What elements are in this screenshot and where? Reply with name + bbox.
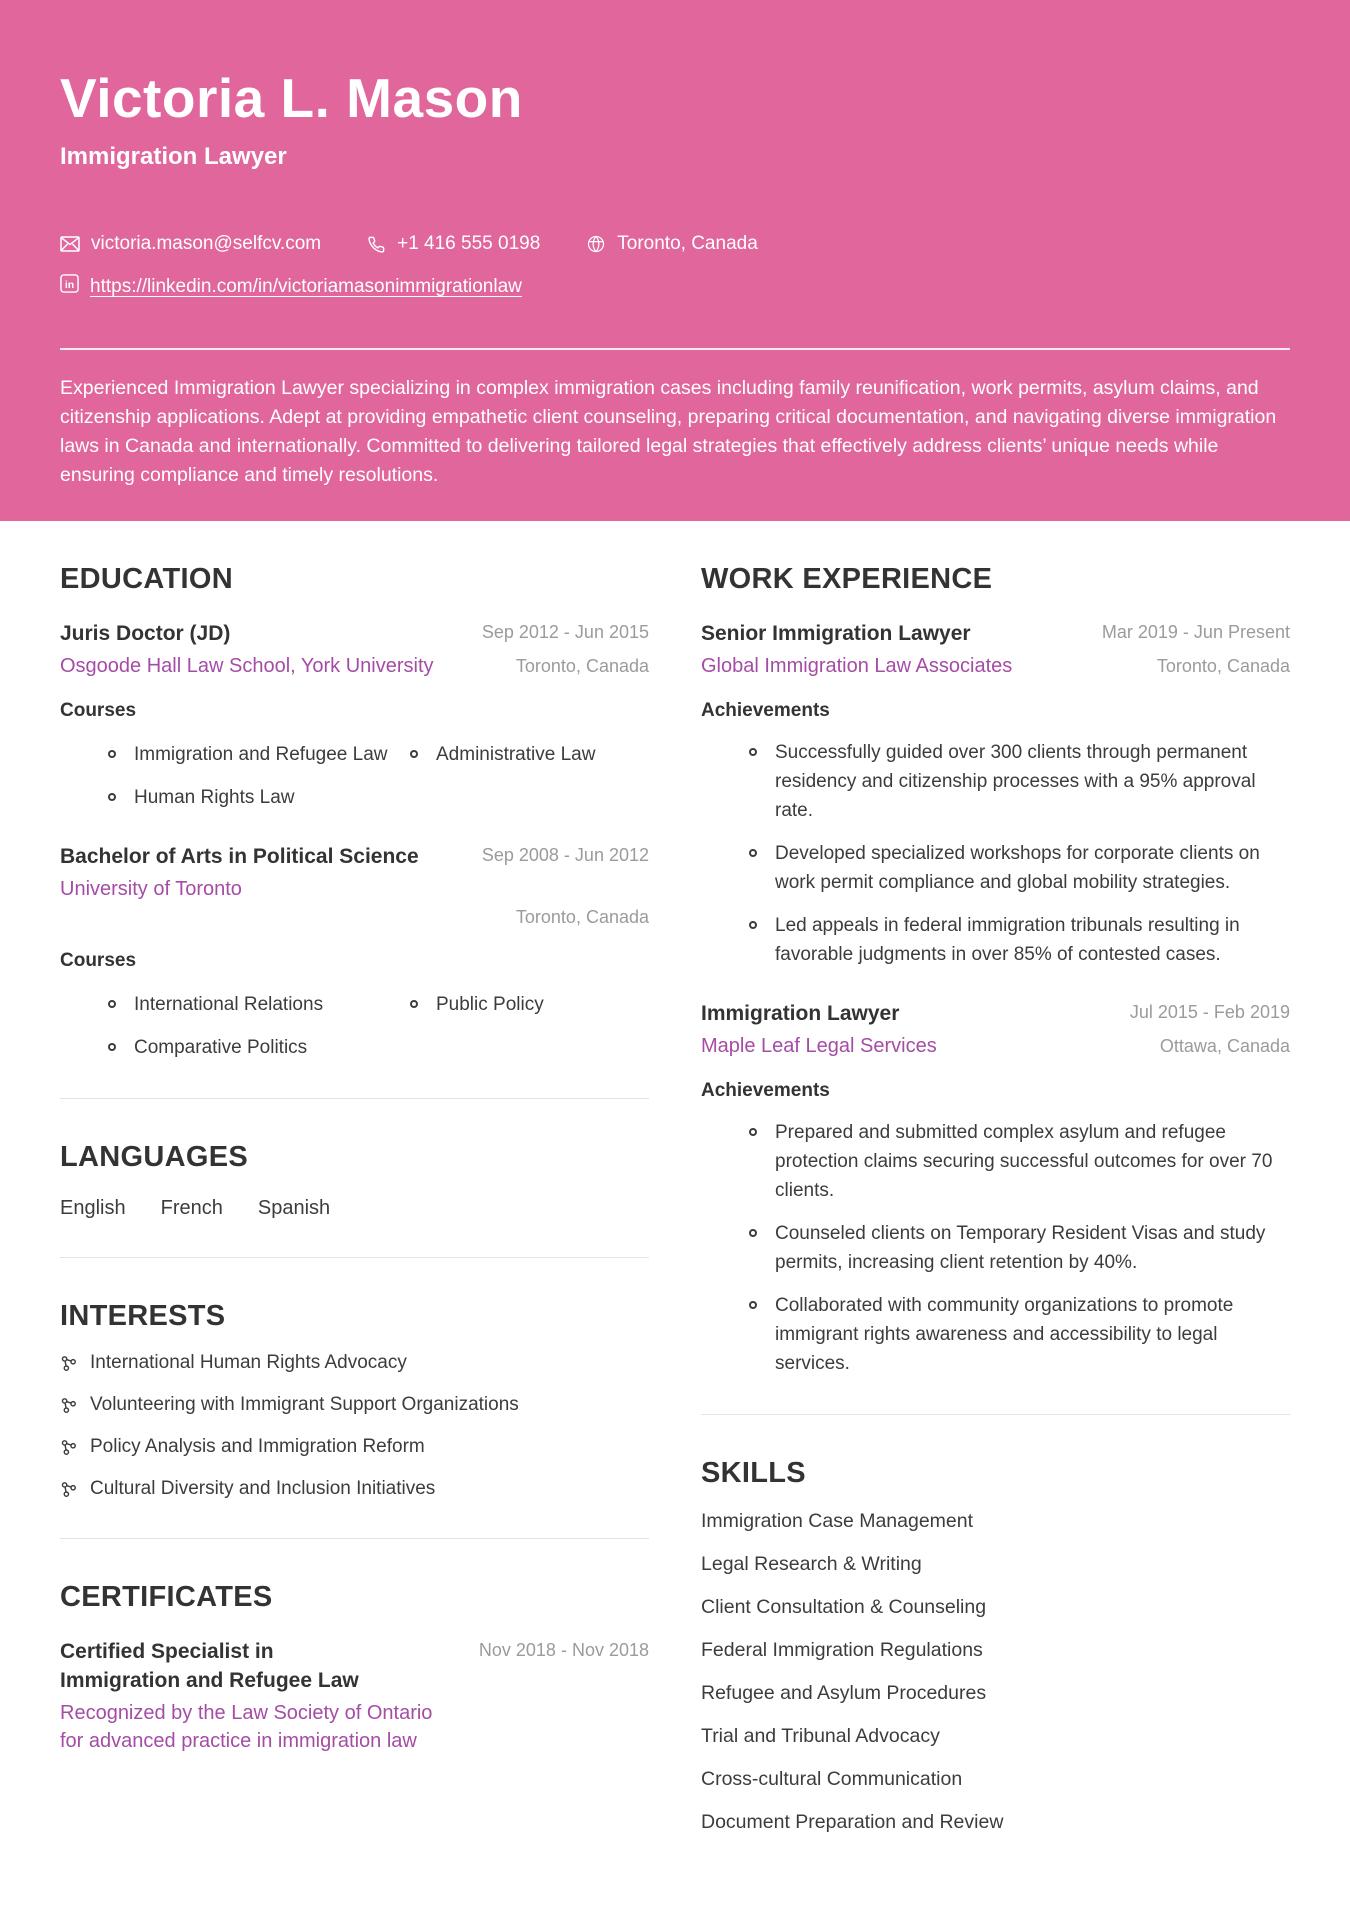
achievements-list (701, 1118, 1290, 1378)
certificate-description: Recognized by the Law Society of Ontario for advanced practice in immigration law (60, 1702, 433, 1752)
bullet-icon (108, 1043, 116, 1051)
degree-title: Juris Doctor (JD) (60, 622, 231, 645)
skill-item: Cross-cultural Communication (701, 1768, 963, 1790)
language-item: French (160, 1197, 223, 1219)
location-text: Toronto, Canada (617, 233, 758, 254)
contact-location (586, 232, 758, 256)
achievement-item (749, 1219, 1290, 1277)
job-entry (701, 619, 1290, 969)
work-experience-heading: WORK EXPERIENCE (701, 563, 993, 595)
skills-heading: SKILLS (701, 1457, 806, 1489)
company-name: Maple Leaf Legal Services (701, 1035, 937, 1057)
course-text: International Relations (134, 994, 324, 1015)
hero-header (0, 0, 1350, 521)
interest-item (60, 1350, 649, 1376)
job-title: Immigration Lawyer (701, 1002, 900, 1025)
bullet-icon (749, 748, 757, 756)
phone-text: +1 416 555 0198 (397, 233, 541, 254)
left-column (60, 521, 649, 1755)
education-heading: EDUCATION (60, 563, 233, 595)
linkedin-row (60, 274, 1290, 300)
education-location: Toronto, Canada (515, 656, 649, 676)
achievement-item (749, 1118, 1290, 1205)
job-title: Senior Immigration Lawyer (701, 622, 971, 645)
skill-item: Legal Research & Writing (701, 1553, 922, 1575)
linkedin-link[interactable]: https://linkedin.com/in/victoriamasonimmigrationlaw (90, 276, 522, 297)
course-item (108, 783, 400, 812)
right-column (701, 521, 1290, 1835)
course-list (60, 740, 649, 812)
course-text: Public Policy (436, 994, 544, 1015)
course-item (108, 740, 400, 769)
achievement-item (749, 738, 1290, 825)
job-entry (701, 999, 1290, 1378)
main-content (0, 521, 1350, 1835)
course-text: Comparative Politics (134, 1037, 308, 1058)
certificate-dates: Nov 2018 - Nov 2018 (478, 1640, 649, 1660)
email-text: victoria.mason@selfcv.com (91, 233, 322, 254)
bullet-icon (749, 1128, 757, 1136)
school-name: University of Toronto (60, 878, 242, 900)
achievement-item (749, 839, 1290, 897)
achievement-text: Led appeals in federal immigration tribunals resulting in favorable judgments in over 85% of contested cases. (775, 915, 1240, 965)
job-dates: Mar 2019 - Jun Present (1101, 622, 1290, 642)
skills-list (701, 1508, 1290, 1835)
bullet-icon (749, 849, 757, 857)
job-location: Ottawa, Canada (1159, 1036, 1290, 1056)
skill-item: Refugee and Asylum Procedures (701, 1682, 987, 1704)
achievements-label: Achievements (701, 1080, 830, 1101)
linkedin-icon (60, 274, 79, 300)
network-icon (60, 1439, 77, 1456)
hero-divider (60, 348, 1290, 350)
achievements-label: Achievements (701, 700, 830, 721)
achievement-text: Collaborated with community organizations to promote immigrant rights awareness and accessibility to legal services. (775, 1295, 1234, 1374)
interest-item (60, 1392, 649, 1418)
person-name: Victoria L. Mason (60, 67, 523, 129)
language-item: Spanish (257, 1197, 331, 1219)
course-list (60, 990, 649, 1062)
interest-item (60, 1434, 649, 1460)
bullet-icon (108, 750, 116, 758)
company-name: Global Immigration Law Associates (701, 655, 1013, 677)
bullet-icon (410, 750, 418, 758)
course-item (108, 990, 400, 1019)
languages-list (60, 1195, 649, 1221)
job-location: Toronto, Canada (1156, 656, 1290, 676)
certificate-entry (60, 1637, 649, 1755)
bullet-icon (749, 921, 757, 929)
achievement-item (749, 911, 1290, 969)
interest-text: Cultural Diversity and Inclusion Initiatives (90, 1478, 436, 1499)
achievement-item (749, 1291, 1290, 1378)
envelope-icon (60, 236, 80, 252)
phone-icon (367, 235, 386, 254)
interest-text: International Human Rights Advocacy (90, 1352, 407, 1373)
education-location: Toronto, Canada (515, 907, 649, 927)
courses-label: Courses (60, 700, 137, 721)
network-icon (60, 1397, 77, 1414)
network-icon (60, 1481, 77, 1498)
skill-item: Federal Immigration Regulations (701, 1639, 983, 1661)
school-name: Osgoode Hall Law School, York University (60, 655, 434, 677)
education-dates: Sep 2012 - Jun 2015 (481, 622, 649, 642)
globe-icon (586, 234, 606, 254)
bullet-icon (749, 1229, 757, 1237)
contact-row (60, 232, 1290, 256)
contact-email (60, 232, 321, 256)
section-divider (701, 1414, 1290, 1415)
education-dates: Sep 2008 - Jun 2012 (481, 845, 649, 865)
section-divider (60, 1538, 649, 1539)
section-divider (60, 1257, 649, 1258)
bullet-icon (749, 1301, 757, 1309)
job-dates: Jul 2015 - Feb 2019 (1129, 1002, 1290, 1022)
svg-text:in: in (64, 279, 75, 291)
skill-item: Document Preparation and Review (701, 1811, 1004, 1833)
interest-text: Volunteering with Immigrant Support Organizations (90, 1394, 519, 1415)
course-item (108, 1033, 400, 1062)
achievements-list (701, 738, 1290, 969)
courses-label: Courses (60, 950, 137, 971)
achievement-text: Successfully guided over 300 clients through permanent residency and citizenship processes with a 95% approval rate. (775, 742, 1256, 821)
interests-heading: INTERESTS (60, 1300, 226, 1332)
skill-item: Immigration Case Management (701, 1510, 974, 1532)
section-divider (60, 1098, 649, 1099)
course-text: Human Rights Law (134, 787, 295, 808)
languages-heading: LANGUAGES (60, 1141, 248, 1173)
professional-summary: Experienced Immigration Lawyer specializing in complex immigration cases including family reunification, work permits, asylum claims, and citizenship applications. Adept at providing empathetic client counseling, preparing critical documentation, and navigating diverse immigration laws in Canada and internationally. Committed to delivering tailored legal strategies that effectively address clients’ unique needs while ensuring compliance and timely resolutions. (60, 377, 1277, 486)
person-job-title: Immigration Lawyer (60, 143, 287, 170)
bullet-icon (410, 1000, 418, 1008)
achievement-text: Developed specialized workshops for corporate clients on work permit compliance and global mobility strategies. (775, 843, 1260, 893)
degree-title: Bachelor of Arts in Political Science (60, 845, 419, 868)
interest-text: Policy Analysis and Immigration Reform (90, 1436, 425, 1457)
skill-item: Trial and Tribunal Advocacy (701, 1725, 940, 1747)
interest-item (60, 1476, 649, 1502)
contact-phone (367, 232, 540, 256)
education-entry (60, 842, 649, 1062)
certificates-heading: CERTIFICATES (60, 1581, 273, 1613)
bullet-icon (108, 1000, 116, 1008)
course-text: Administrative Law (436, 744, 596, 765)
achievement-text: Counseled clients on Temporary Resident Visas and study permits, increasing client retention by 40%. (775, 1223, 1266, 1273)
certificate-title: Certified Specialist in Immigration and Refugee Law (60, 1640, 359, 1692)
education-entry (60, 619, 649, 812)
course-item (410, 740, 649, 769)
achievement-text: Prepared and submitted complex asylum and refugee protection claims securing successful outcomes for over 70 clients. (775, 1122, 1273, 1201)
interests-list (60, 1350, 649, 1502)
network-icon (60, 1355, 77, 1372)
course-item (410, 990, 649, 1019)
course-text: Immigration and Refugee Law (134, 744, 388, 765)
language-item: English (60, 1197, 126, 1219)
skill-item: Client Consultation & Counseling (701, 1596, 987, 1618)
bullet-icon (108, 793, 116, 801)
